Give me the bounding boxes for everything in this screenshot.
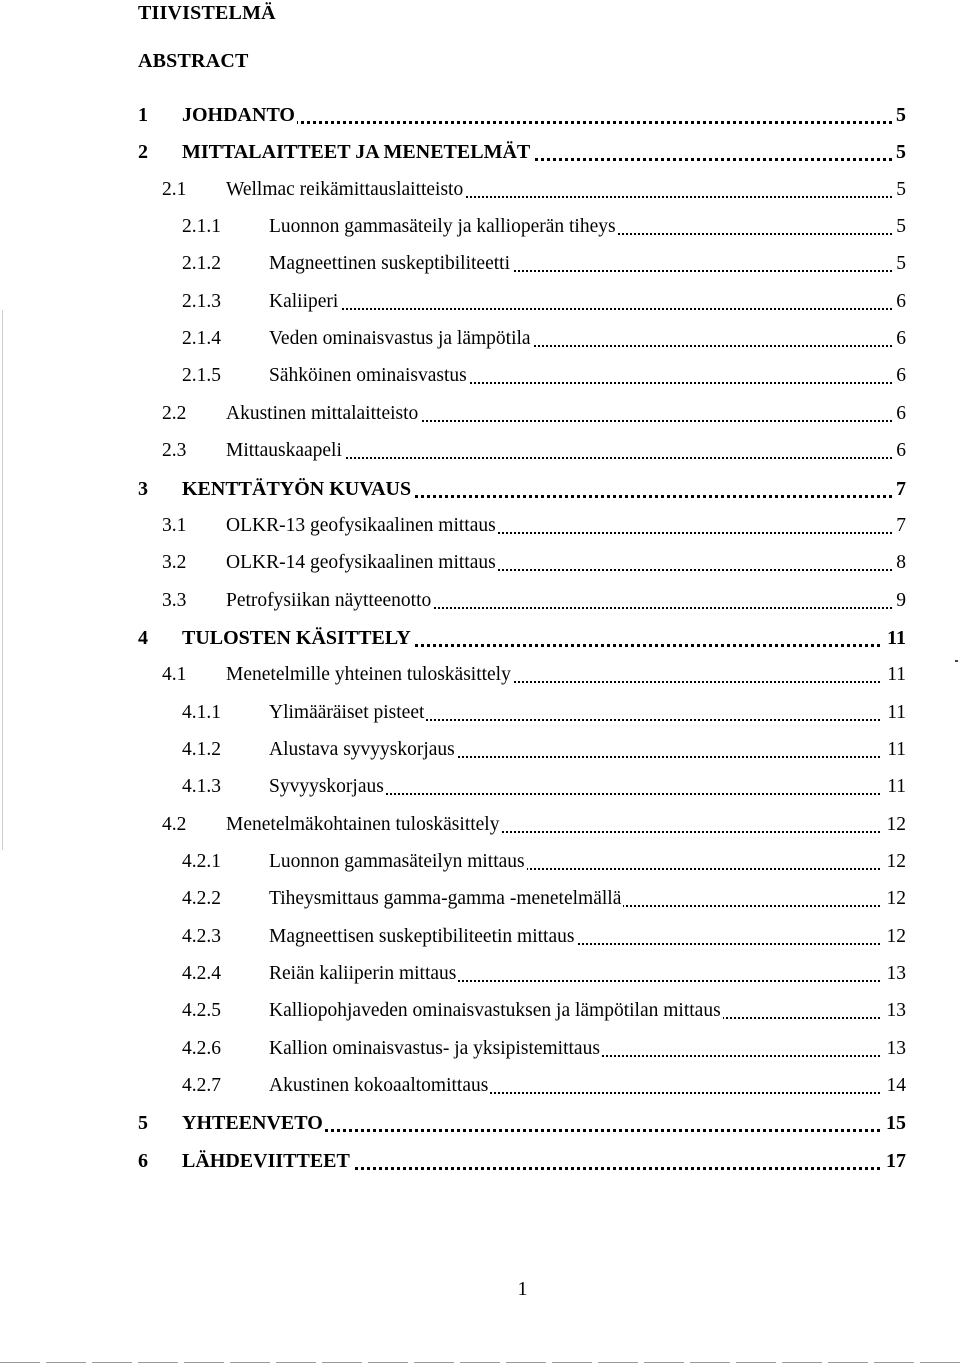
toc-entry-page: 5 [896,178,906,200]
toc-entry-page: 5 [896,104,906,126]
toc-entry-title: Menetelmille yhteinen tuloskäsittely [226,661,513,689]
toc-entry-page: 5 [896,253,906,275]
toc-entry-title: JOHDANTO [182,101,297,129]
toc-entry-title: Sähköinen ominaisvastus [269,362,469,390]
toc-entry-title: OLKR-14 geofysikaalinen mittaus [226,549,498,577]
toc-entry-number: 4.1.3 [182,776,221,798]
toc-entry[interactable] [138,213,906,241]
toc-entry-page: 7 [896,477,906,500]
toc-entry-number: 3.2 [162,552,187,574]
toc-entry-page: 5 [896,216,906,238]
toc-entry-title: Petrofysiikan näytteenotto [226,587,433,615]
toc-entry-page: 13 [886,1000,906,1022]
toc-entry-number: 3.3 [162,589,187,611]
toc-entry-page: 13 [886,1037,906,1059]
toc-entry-number: 4.2.7 [182,1075,221,1097]
toc-entry-number: 2.2 [162,402,187,424]
toc-entry-page: 11 [887,701,906,723]
toc-entry[interactable] [138,1147,906,1175]
toc-entry[interactable] [138,549,906,577]
toc-entry-page: 15 [886,1112,906,1135]
toc-entry-page: 6 [896,440,906,462]
toc-entry-title: Veden ominaisvastus ja lämpötila [269,325,533,353]
toc-entry-title: OLKR-13 geofysikaalinen mittaus [226,512,498,540]
toc-entry-page: 13 [886,963,906,985]
toc-entry[interactable] [138,138,906,166]
toc-entry-page: 6 [896,365,906,387]
toc-entry[interactable] [138,1109,906,1137]
toc-entry-title: Syvyyskorjaus [269,773,386,801]
toc-entry[interactable] [138,848,906,876]
toc-entry-title: Kallion ominaisvastus- ja yksipistemittaus [269,1035,602,1063]
toc-entry-page: 6 [896,328,906,350]
toc-entry-page: 11 [887,776,906,798]
toc-entry-number: 4.2 [162,813,187,835]
toc-entry-title: Ylimääräiset pisteet [269,699,426,727]
toc-entry[interactable] [138,250,906,278]
toc-entry-number: 4.2.5 [182,1000,221,1022]
page-number: 1 [517,1278,528,1300]
toc-entry-title: Akustinen mittalaitteisto [226,400,420,428]
toc-entry-number: 4.2.2 [182,888,221,910]
toc-entry-number: 2.1.5 [182,365,221,387]
toc-entry-title: Mittauskaapeli [226,437,344,465]
toc-entry[interactable] [138,997,906,1025]
toc-entry[interactable] [138,773,906,801]
toc-entry-number: 2.3 [162,440,187,462]
toc-entry-title: Tiheysmittaus gamma-gamma -menetelmällä [269,885,623,913]
toc-entry[interactable] [138,960,906,988]
toc-entry-title: Luonnon gammasäteilyn mittaus [269,848,527,876]
toc-entry[interactable] [138,362,906,390]
toc-entry-number: 4.1.2 [182,738,221,760]
toc-entry-page: 12 [886,888,906,910]
toc-entry-title: Reiän kaliiperin mittaus [269,960,458,988]
toc-entry-page: 17 [886,1149,906,1172]
toc-entry-number: 4.2.6 [182,1037,221,1059]
toc-entry-number: 5 [138,1112,148,1135]
toc-dot-leader [269,308,892,310]
toc-entry-number: 6 [138,1149,148,1172]
toc-entry-number: 3 [138,477,148,500]
toc-entry[interactable] [138,325,906,353]
toc-entry-number: 1 [138,104,148,126]
toc-entry-page: 9 [896,589,906,611]
toc-entry-number: 2 [138,141,148,164]
toc-entry-page: 7 [896,514,906,536]
toc-entry-title: Kaliiperi [269,288,340,316]
toc-entry-number: 4.1 [162,664,187,686]
toc-entry[interactable] [138,400,906,428]
toc-entry-number: 4.2.4 [182,963,221,985]
toc-entry[interactable] [138,176,906,204]
toc-entry-page: 5 [896,141,906,164]
toc-entry-title: Luonnon gammasäteily ja kallioperän tiheys [269,213,618,241]
toc-entry[interactable] [138,624,906,652]
toc-entry-page: 11 [887,626,906,649]
toc-entry[interactable] [138,661,906,689]
toc-entry-page: 8 [896,552,906,574]
toc-entry-page: 14 [886,1075,906,1097]
toc-entry[interactable] [138,288,906,316]
toc-entry-number: 2.1.4 [182,328,221,350]
toc-entry[interactable] [138,811,906,839]
toc-entry-number: 2.1 [162,178,187,200]
toc-entry-title: TULOSTEN KÄSITTELY [182,624,413,652]
toc-entry-page: 11 [887,664,906,686]
toc-entry-page: 6 [896,402,906,424]
toc-entry-number: 4.2.1 [182,851,221,872]
toc-entry-page: 6 [896,290,906,312]
toc-entry-number: 2.1.2 [182,253,221,275]
toc-entry[interactable] [138,1072,906,1100]
toc-entry-title: Kalliopohjaveden ominaisvastuksen ja lämpötilan mittaus [269,997,723,1025]
toc-entry-number: 4 [138,626,148,649]
toc-entry-number: 4.2.3 [182,925,221,947]
toc-entry[interactable] [138,512,906,540]
toc-entry[interactable] [138,1035,906,1063]
abstract-heading[interactable]: ABSTRACT [138,50,249,72]
toc-entry[interactable] [138,885,906,913]
toc-entry-number: 4.1.1 [182,701,221,723]
toc-entry-page: 12 [886,813,906,835]
toc-entry-title: Akustinen kokoaaltomittaus [269,1072,490,1100]
toc-entry[interactable] [138,699,906,727]
toc-entry-title: MITTALAITTEET JA MENETELMÄT [182,138,532,166]
toc-entry-page: 11 [887,738,906,760]
toc-entry-title: Magneettinen suskeptibiliteetti [269,250,512,278]
toc-entry-number: 2.1.3 [182,290,221,312]
toc-entry-title: KENTTÄTYÖN KUVAUS [182,475,413,503]
toc-entry-number: 2.1.1 [182,216,221,238]
toc-entry-number: 3.1 [162,514,187,536]
toc-entry-title: Wellmac reikämittauslaitteisto [226,176,465,204]
toc-entry-page: 12 [886,851,906,872]
toc-entry[interactable] [138,736,906,764]
toc-entry[interactable] [138,923,906,951]
toc-entry-title: Menetelmäkohtainen tuloskäsittely [226,811,501,839]
toc-entry[interactable] [138,437,906,465]
tiivistelma-heading[interactable]: TIIVISTELMÄ [138,2,276,24]
toc-entry-title: Magneettisen suskeptibiliteetin mittaus [269,923,576,951]
toc-entry-title: LÄHDEVIITTEET [182,1147,352,1175]
toc-entry[interactable] [138,101,906,129]
toc-entry[interactable] [138,475,906,503]
toc-entry-title: YHTEENVETO [182,1109,325,1137]
toc-entry[interactable] [138,587,906,615]
toc-entry-page: 12 [886,925,906,947]
toc-entry-title: Alustava syvyyskorjaus [269,736,457,764]
